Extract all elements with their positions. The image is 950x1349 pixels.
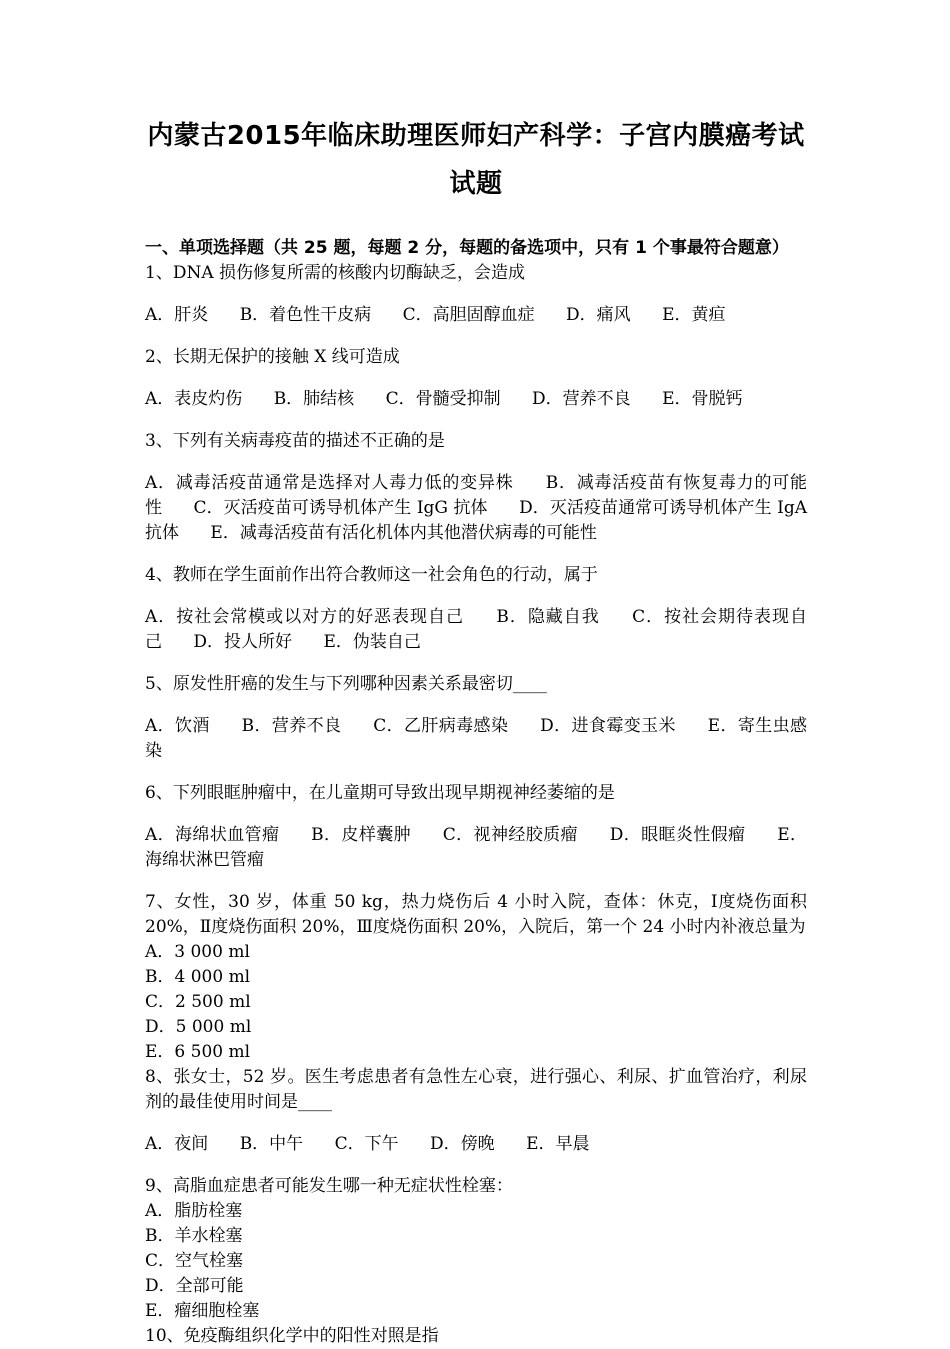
answer-option: D．傍晚: [430, 1134, 495, 1154]
question-stem: 6、下列眼眶肿瘤中，在儿童期可导致出现早期视神经萎缩的是: [145, 783, 615, 803]
answer-option: E．6 500 ml: [145, 1042, 251, 1062]
answer-option: A．表皮灼伤: [145, 389, 243, 409]
answer-option: D．营养不良: [532, 389, 631, 409]
question-stem: 8、张女士，52 岁。医生考虑患者有急性左心衰，进行强心、利尿、扩血管治疗，利尿剂的最佳使用时间是____: [145, 1067, 807, 1112]
answer-option: C．视神经胶质瘤: [442, 825, 578, 845]
question-item: [145, 345, 807, 412]
answer-option: C．骨髓受抑制: [385, 389, 501, 409]
question-stem: 9、高脂血症患者可能发生哪一种无症状性栓塞：: [145, 1176, 513, 1196]
question-item: [145, 563, 807, 655]
answer-option: D．痛风: [566, 305, 631, 325]
option-group: [145, 714, 807, 764]
answer-option: B．中午: [239, 1134, 304, 1154]
question-item: [145, 890, 807, 1065]
answer-option: D．5 000 ml: [145, 1017, 252, 1037]
question-item: [145, 261, 807, 328]
question-stem: 5、原发性肝癌的发生与下列哪种因素关系最密切____: [145, 674, 547, 694]
answer-option: A．肝炎: [145, 305, 209, 325]
section-heading: 一、单项选择题（共 25 题，每题 2 分，每题的备选项中，只有 1 个事最符合题意）: [145, 238, 789, 258]
answer-option: C．2 500 ml: [145, 992, 251, 1012]
question-item: [145, 1174, 807, 1324]
question-item: [145, 672, 807, 764]
option-group: [145, 387, 807, 412]
answer-option: B．着色性干皮病: [239, 305, 372, 325]
answer-option: E．早晨: [526, 1134, 590, 1154]
answer-option: E．骨脱钙: [662, 389, 743, 409]
answer-option: B．皮样囊肿: [311, 825, 411, 845]
question-stem: 7、女性，30 岁，体重 50 kg，热力烧伤后 4 小时入院，查体：休克，Ⅰ度烧伤面积 20%，Ⅱ度烧伤面积 20%，Ⅲ度烧伤面积 20%，入院后，第一个 24 小时内补液总量为: [145, 892, 807, 937]
option-group: [145, 471, 807, 546]
answer-option: E．伪装自己: [323, 632, 421, 652]
question-list: [145, 261, 807, 1349]
question-item: [145, 429, 807, 546]
answer-option: C．灭活疫苗可诱导机体产生 IgG 抗体: [193, 498, 488, 518]
answer-option: E．减毒活疫苗有活化机体内其他潜伏病毒的可能性: [210, 523, 597, 543]
answer-option: A．按社会常模或以对方的好恶表现自己: [145, 607, 464, 627]
answer-option: A．脂肪栓塞: [145, 1201, 243, 1221]
answer-option: A．减毒活疫苗通常是选择对人毒力低的变异株: [145, 473, 514, 493]
answer-option: A．3 000 ml: [145, 942, 250, 962]
answer-option: E．黄疸: [662, 305, 726, 325]
document-title: 内蒙古2015年临床助理医师妇产科学：子宫内膜癌考试试题: [147, 121, 805, 199]
answer-option: B．隐藏自我: [496, 607, 600, 627]
answer-option: C．下午: [334, 1134, 399, 1154]
answer-option: A．海绵状血管瘤: [145, 825, 280, 845]
question-stem: 2、长期无保护的接触 X 线可造成: [145, 347, 400, 367]
answer-option: D．眼眶炎性假瘤: [609, 825, 746, 845]
answer-option: D．全部可能: [145, 1276, 244, 1296]
answer-option: C．乙肝病毒感染: [373, 716, 509, 736]
answer-option: B．营养不良: [241, 716, 342, 736]
answer-option: E．寄生虫感染: [145, 716, 808, 761]
question-item: [145, 1065, 807, 1157]
answer-option: D．灭活疫苗通常可诱导机体产生 IgA 抗体: [145, 498, 807, 543]
answer-option: C．空气栓塞: [145, 1251, 244, 1271]
option-group: [145, 303, 807, 328]
answer-option: E．海绵状淋巴管瘤: [145, 825, 808, 870]
answer-option: D．投人所好: [193, 632, 293, 652]
answer-option: C．按社会期待表现自己: [145, 607, 807, 652]
answer-option: A．饮酒: [145, 716, 210, 736]
question-stem: 4、教师在学生面前作出符合教师这一社会角色的行动，属于: [145, 565, 598, 585]
question-stem: 10、免疫酶组织化学中的阳性对照是指: [145, 1326, 439, 1346]
answer-option: C．高胆固醇血症: [402, 305, 535, 325]
answer-option: D．进食霉变玉米: [540, 716, 676, 736]
question-stem: 1、DNA 损伤修复所需的核酸内切酶缺乏，会造成: [145, 263, 526, 283]
document-page: [145, 112, 807, 1349]
option-group: [145, 605, 807, 655]
question-stem: 3、下列有关病毒疫苗的描述不正确的是: [145, 431, 445, 451]
answer-option: B．减毒活疫苗有恢复毒力的可能性: [145, 473, 807, 518]
question-item: [145, 1324, 807, 1349]
answer-option: E．瘤细胞栓塞: [145, 1301, 260, 1321]
question-item: [145, 781, 807, 873]
answer-option: B．4 000 ml: [145, 967, 251, 987]
option-group: [145, 823, 807, 873]
option-group: [145, 1132, 807, 1157]
answer-option: B．肺结核: [273, 389, 355, 409]
answer-option: A．夜间: [145, 1134, 209, 1154]
answer-option: B．羊水栓塞: [145, 1226, 243, 1246]
